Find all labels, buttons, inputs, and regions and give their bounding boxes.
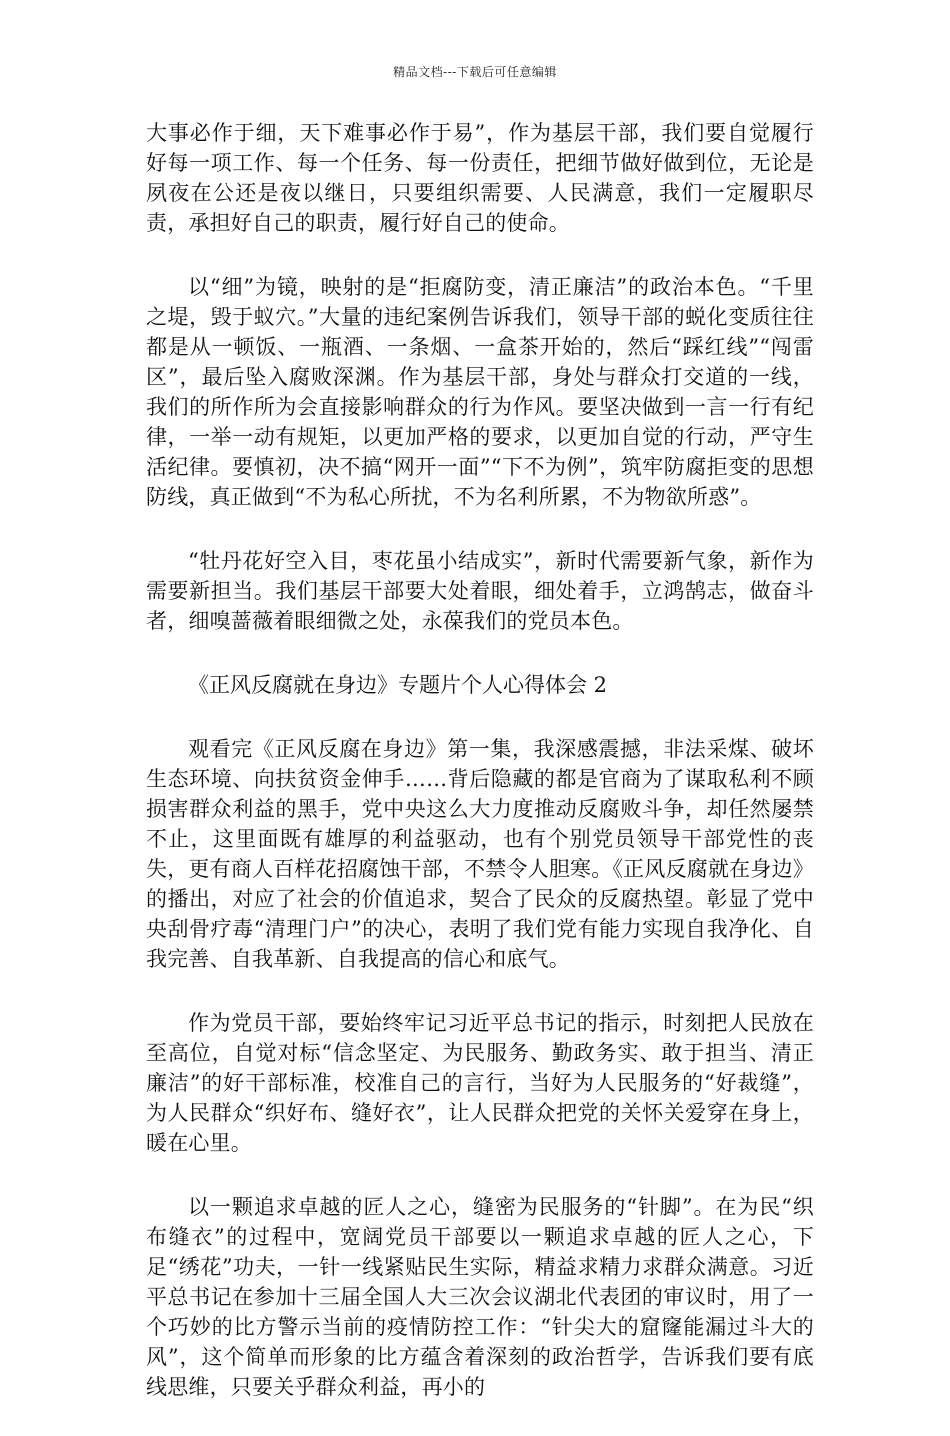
page-header: 精品文档---下载后可任意编辑 (393, 65, 557, 79)
paragraph-1: 大事必作于细，天下难事必作于易”，作为基层干部，我们要自觉履行好每一项工作、每一个任务、每一份责任，把细节做好做到位，无论是夙夜在公还是夜以继日，只要组织需要、人民满意，我们一定履职尽责，承担好自己的职责，履行好自己的使命。 (146, 121, 814, 235)
paragraph-6: 以一颗追求卓越的匠人之心，缝密为民服务的“针脚”。在为民“织布缝衣”的过程中，宽阔党员干部要以一颗追求卓越的匠人之心，下足“绣花”功夫，一针一线紧贴民生实际，精益求精力求群众满意。习近平总书记在参加十三届全国人大三次会议湖北代表团的审议时，用了一个巧妙的比方警示当前的疫情防控工作：“针尖大的窟窿能漏过斗大的风”，这个简单而形象的比方蕴含着深刻的政治哲学，告诉我们要有底线思维，只要关乎群众利益，再小的 (146, 1195, 814, 1399)
paragraph-3: “牡丹花好空入目，枣花虽小结成实”，新时代需要新气象，新作为需要新担当。我们基层干部要大处着眼，细处着手，立鸿鹄志，做奋斗者，细嗅蔷薇着眼细微之处，永葆我们的党员本色。 (146, 549, 814, 633)
section-title: 《正风反腐就在身边》专题片个人心得体会 2 (188, 673, 608, 697)
paragraph-4: 观看完《正风反腐在身边》第一集，我深感震撼，非法采煤、破坏生态环境、向扶贫资金伸手……背后隐藏的都是官商为了谋取私利不顾损害群众利益的黑手，党中央这么大力度推动反腐败斗争，却任然屡禁不止，这里面既有雄厚的利益驱动，也有个别党员领导干部党性的丧失，更有商人百样花招腐蚀干部，不禁令人胆寒。《正风反腐就在身边》的播出，对应了社会的价值追求，契合了民众的反腐热望。彰显了党中央刮骨疗毒“清理门户”的决心，表明了我们党有能力实现自我净化、自我完善、自我革新、自我提高的信心和底气。 (146, 737, 814, 971)
paragraph-5: 作为党员干部，要始终牢记习近平总书记的指示，时刻把人民放在至高位，自觉对标“信念坚定、为民服务、勤政务实、敢于担当、清正廉洁”的好干部标准，校准自己的言行，当好为人民服务的“好裁缝”，为人民群众“织好布、缝好衣”，让人民群众把党的关怀关爱穿在身上，暖在心里。 (146, 1011, 814, 1155)
document-body (146, 118, 814, 1436)
paragraph-2: 以“细”为镜，映射的是“拒腐防变，清正廉洁”的政治本色。“千里之堤，毁于蚁穴。”大量的违纪案例告诉我们，领导干部的蜕化变质往往都是从一顿饭、一瓶酒、一条烟、一盒茶开始的，然后“踩红线”“闯雷区”，最后坠入腐败深渊。作为基层干部，身处与群众打交道的一线，我们的所作所为会直接影响群众的行为作风。要坚决做到一言一行有纪律，一举一动有规矩，以更加严格的要求，以更加自觉的行动，严守生活纪律。要慎初，决不搞“网开一面”“下不为例”，筑牢防腐拒变的思想防线，真正做到“不为私心所扰，不为名利所累，不为物欲所惑”。 (146, 275, 814, 509)
